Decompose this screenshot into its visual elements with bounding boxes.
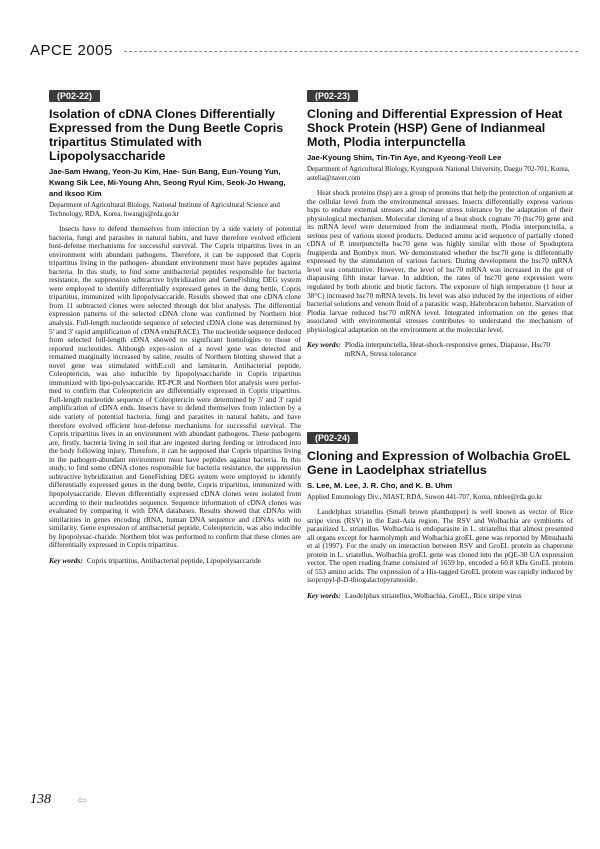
abstract-authors: Jae-Kyoung Shim, Tin-Tin Aye, and Kyeong-Yeoll Lee [307, 153, 502, 162]
keywords-label: Key words: [307, 590, 341, 600]
abstract-title: Isolation of cDNA Clones Differentially Expressed from the Dung Beetle Copris tripartitus Stimulated with Lipopolysaccharide [49, 107, 284, 163]
abstract-affiliation: Department of Agricultural Biology, Kyungpook National University, Daegu 702-701, Korea, astelia@naver.com [307, 165, 570, 182]
abstract-body: Insects have to defend themselves from infection by a side variety of potential bacteria, fungi and parasites in natural habits, and have therefore evolved efficient host-defense mechanisms for successful survival. The Copris tripartitus lives in an environment with abundant pathogens. Therefore, it can be supposed that Copris tripartitus living in the pathogen- abundant environment must have peptides against bacteria. In this study, to find some antibacterial peptides responsible for bacteria resistance, the suppression subtractive hybridization and GeneFishing DEG system were employed to identify differentially expressed genes in the dung bettle, Copris tripartitus, immunized with lipopolysaccaride. Results showed that one cDNA clone from 11 subtracted clones were selected through dot blot analysis. The differential expression patterns of the selected cDNA clone was confirmed by Northern blot analysis. Full-length nucleotide sequence of selected cDNA clone was determined by 5' and 3' rapid amplification of cDNA ends(RACE). The nucleotide sequence deduced from selected full-length cDNA showed no significant homologies to those of reported nucleotides. Although expre-ssion of a novel gene was detected and remained marginally increased by saline, results of Northern blotting showed that a novel gene was stimulated withE.coli and laminarin. Antibacterial peptide, Coleoptericin, was also inducible by lipopolysaccharide in Copris tripartitus immunized with lipo-polysaccaride. RT-PCR and Northern blot analysis were perfor-med to confirm that Coleoptericin are differentially expressed in Copris tripartitus. Full-length nucleotide sequence of Coleoptericin were determined by 5' and 3' rapid amplification of cDNA ends. Insects have to defend themselves from infection by a side variety of potential bacteria, fungi and parasites in natural habits, and have therefore evolved efficient host-defense mechanisms for successful survival. The Copris tripartitus lives in an environment with abundant pathogens. These pathogens are, firstly, bacteria living in soil that are ingested during feeding or introduced into the body following injury. Therefore, it can be supposed that Copris tripartitus living in the pathogen-abundant environment must have peptides against bacteria. In this study, to find some cDNA clones responsible for bacteria resistance, the suppression subtractive hybridization and GeneFishing DEG system were employed to identify differentially expressed genes in the dung bettle, Copris tripartitus, immunized with lipopolysaccaride. Eleven differentially expressed cDNA clones were isolated from according to their nucleotides sequence. Sequence information of cDNA clones was evaluated by comparing it with DNA databases. Results showed that cDNAs with similarities in genes encoding rRNA, human DNA sequence and cDNAs with no similarity. Gene expression of antibacterial peptide, Coleoptericin, was also inducible by lipopolysac-charide. Northern blot was performed to confirm that these clones are differentially expressed in Copris tripartitus. [49, 224, 301, 550]
abstract-body: Heat shock proteins (hsp) are a group of proteins that help the protection of organism at the cellular level from the environmental stresses. Insects differentially express various hsps to endure external stresses and increase stress tolerance by the adaptation of their physiological mechanism. Molecular cloning of a heat shock cognate 70 (hsc70) gene and its mRNA level were determined from the indianmeal moth, Plodia interpunctella, a serious pest of various stored products. Deduced amino acid sequence of partially cloned cDNA of P. interpunctella hsc70 gene was highly similar with those of Spodoptera frugiperda and Bombyx mori. We demonstrated whether the hsc70 gene is differentially expressed by the stimulation of various factors. During development the hsc70 mRNA level was constitutive. However, the level of hsc70 mRNA was increased in the gut of diapausing fifth instar larvae. In addition, the rates of hsc70 gene expression were regulated by both abiotic and biotic factors. The exposure of high temperature (1 hour at 38°C) increased hsc70 mRNA levels. Its level was also induced by the injections of either bacterial solutions and venom fluid of a parasitic wasp, Habrobracon hebetor. Starvation of Plodia larvae reduced hsc70 mRNA level. Integrated information on the genes that associated with environmental stresses contributes to understand the mechanism of physiological adaptation on the environment at the molecular level. [307, 188, 573, 334]
journal-header: APCE 2005 [30, 42, 113, 59]
keywords-text: Copris tripartitus, Antibacterial peptide, Lipopolysaccaride [86, 555, 261, 565]
abstract-p02-22 [49, 86, 301, 565]
abstract-p02-23 [307, 86, 573, 358]
abstract-title: Cloning and Expression of Wolbachia GroEL Gene in Laodelphax striatellus [307, 449, 571, 477]
abstract-tag: (P02-24) [307, 432, 358, 444]
abstract-tag: (P02-22) [49, 90, 100, 102]
abstract-authors: S. Lee, M. Lee, J. R. Cho, and K. B. Uhm [307, 481, 453, 490]
keywords [307, 340, 573, 358]
abstract-p02-24 [307, 428, 573, 600]
abstract-title: Cloning and Differential Expression of Heat Shock Protein (HSP) Gene of Indianmeal Moth, Plodia interpunctella [307, 107, 563, 149]
back-arrow-icon: ⇦ [77, 793, 88, 807]
keywords-label: Key words: [307, 340, 341, 350]
keywords-text: Laodelphax striatellus, Wolbachia, GroEL, Rice stripe virus [344, 590, 522, 600]
abstract-authors: Jae-Sam Hwang, Yeon-Ju Kim, Hae- Sun Bang, Eun-Young Yun, Kwang Sik Lee, Mi-Young Ahn, Seong Ryul Kim, Seok-Jo Hwang, and Iksoo Kim [49, 167, 286, 198]
abstract-body: Laodelphax striatellus (Small brown planthopper) is well known as vector of Rice stripe virus (RSV) in the East-Asia region. The RSV and Wolbachia are symbionts of parasitized L. striatellus. Wolbachia is endoparasite in L. striatellus that almost presented all organs except for haemolymph and Wolbachia groEL gene was reported by Mitsuhashi et al (1997). For the study on interaction between RSV and GroEL protein as chaperone protein in L. sriatellus, Wolbachia groEL gene was cloned into the pQE-30 UA expression vector. The open reading frame consisted of 1659 bp, encoded a 60.8 kDa GroEL protein of 553 amino acids. The expression of a His-tagged GroEL protein was rapidly induced by isopropyl-β-D-thiogalactopyranoside. [307, 507, 573, 585]
keywords [307, 591, 573, 600]
keywords-text: Plodia interpunctella, Heat-shock-responsive genes, Diapause, Hsc70 mRNA, Stress tolerance [344, 340, 551, 359]
abstract-tag: (P02-23) [307, 90, 358, 102]
abstract-affiliation: Department of Agricultural Biology, National Institute of Agricultural Science and Technology, RDA, Korea, hwangjs@rda.go.kr [49, 201, 280, 218]
keywords-label: Key words: [49, 555, 83, 565]
abstract-affiliation: Applied Entomology Div., NIAST, RDA, Suwon 441-707, Korea, mhlee@rda.go.kr [307, 493, 543, 501]
header-rule [124, 51, 578, 52]
keywords [49, 556, 301, 565]
page-number: 138 [30, 792, 51, 807]
